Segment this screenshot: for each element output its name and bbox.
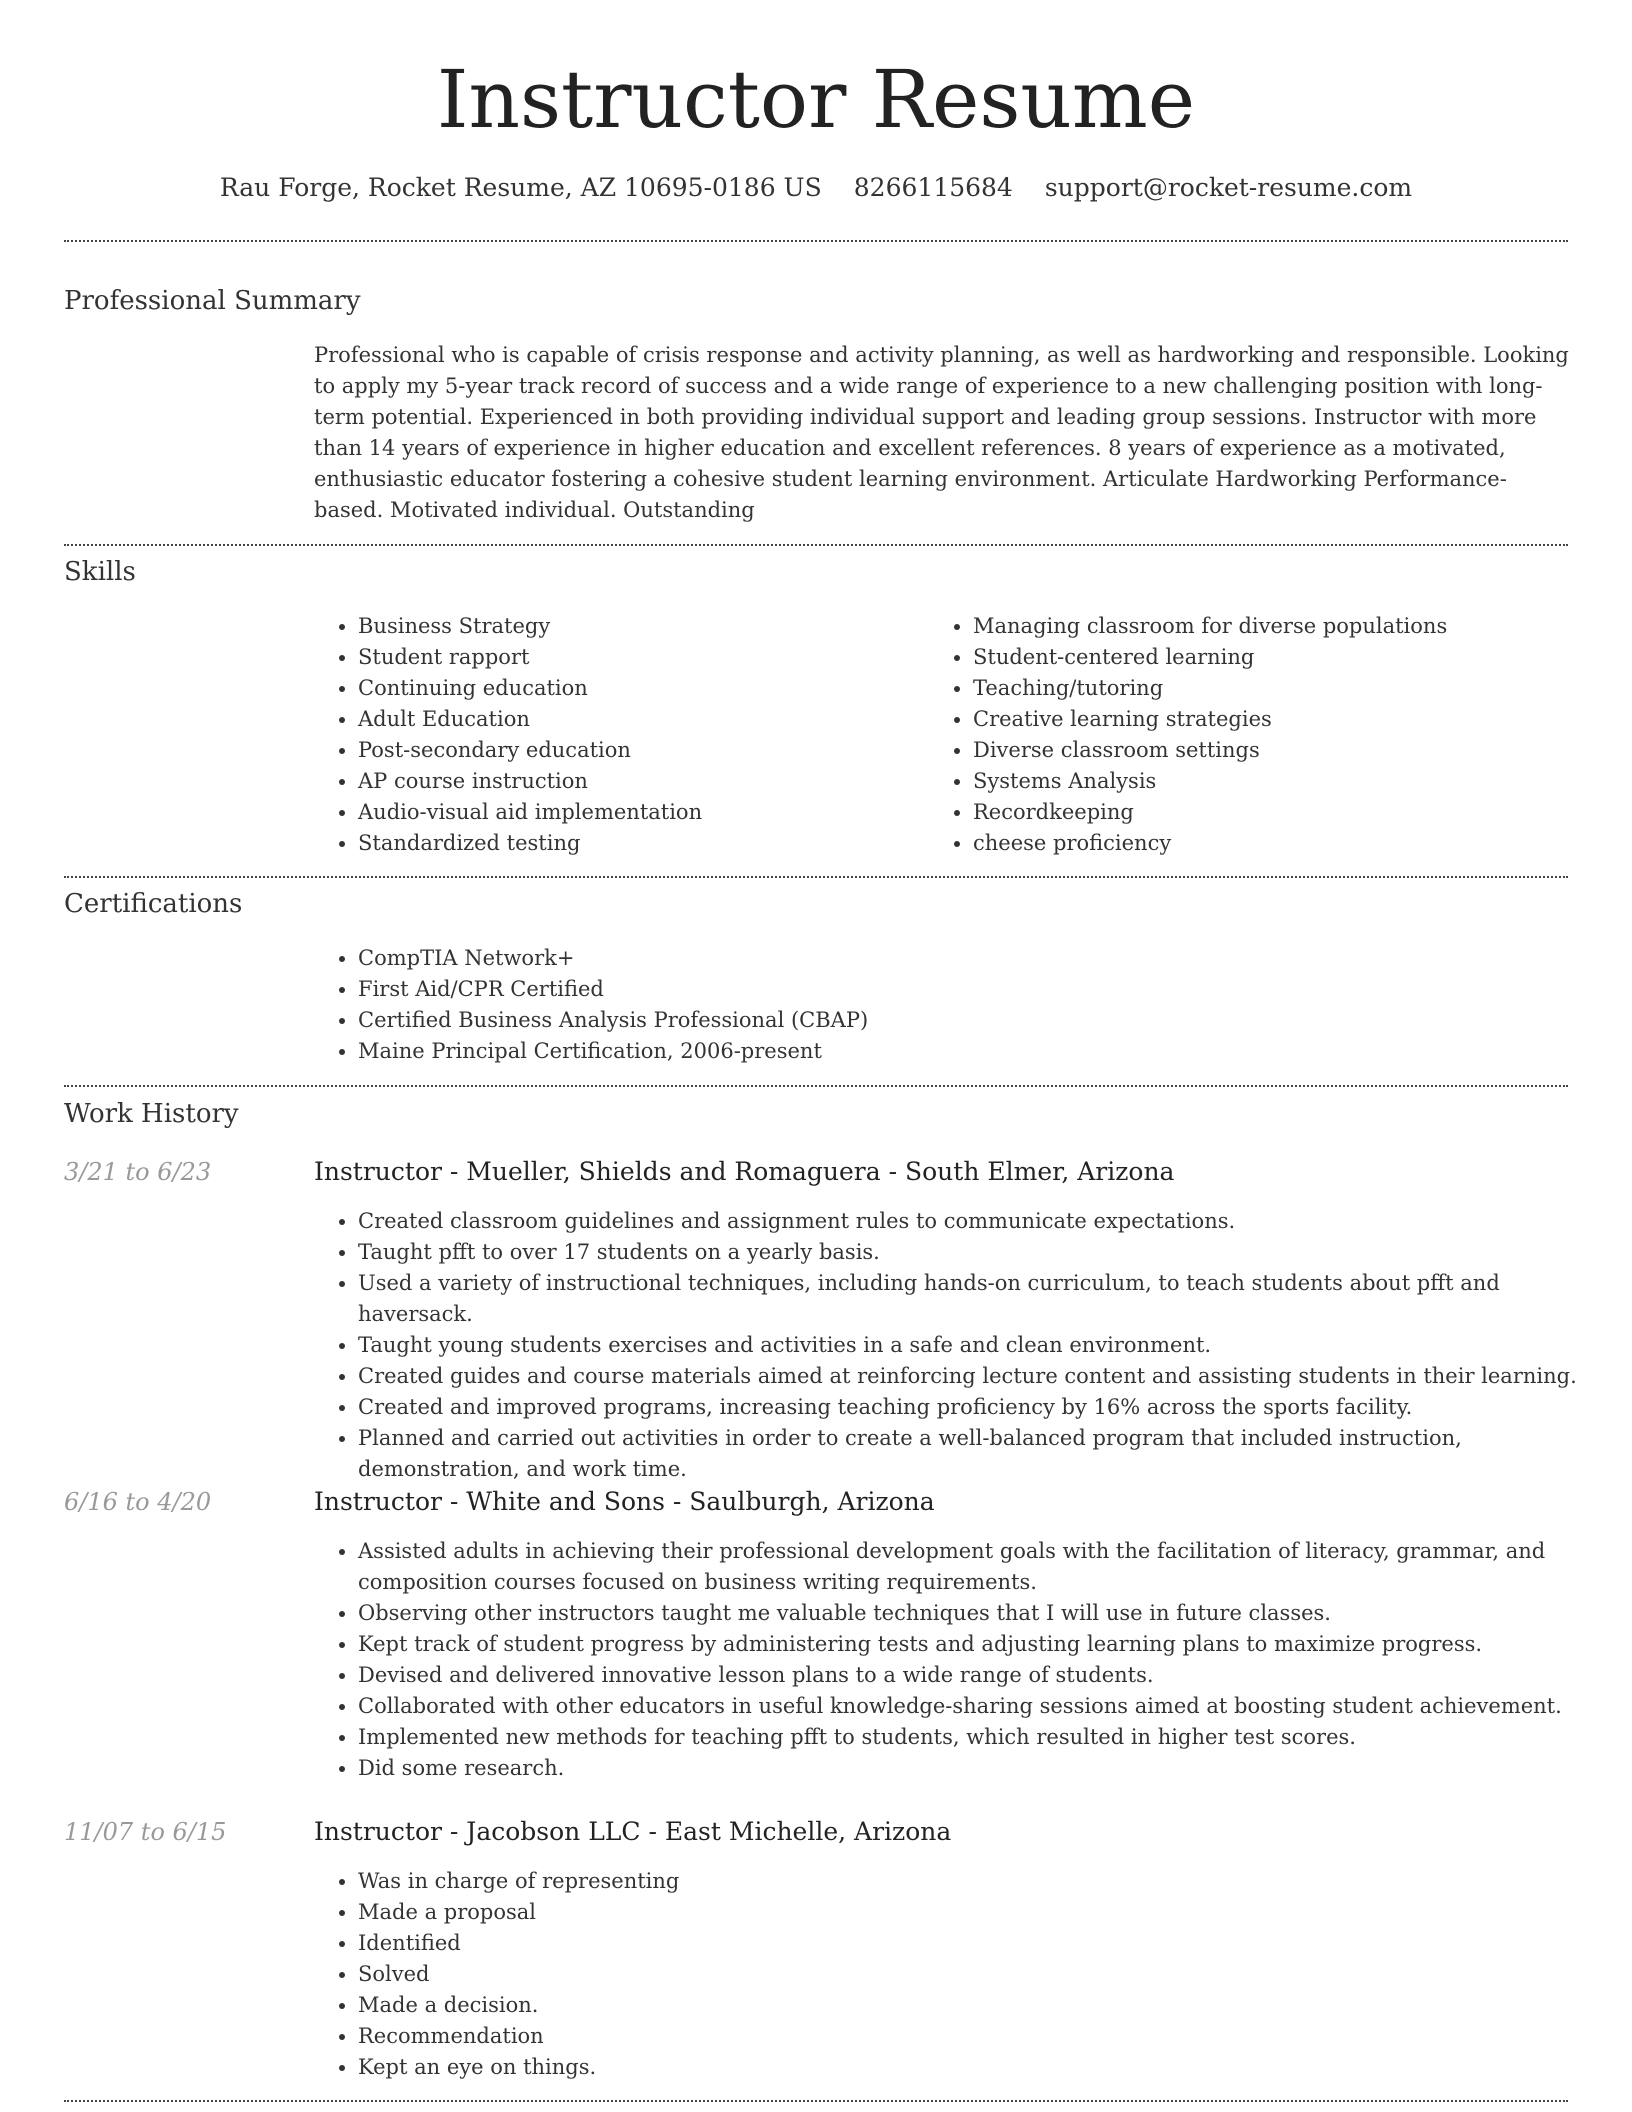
job-bullet: • Collaborated with other educators in useful knowledge-sharing sessions aimed at boosting student achievement.	[358, 1691, 1614, 1722]
job-bullet: • Taught pfft to over 17 students on a yearly basis.	[358, 1237, 1614, 1268]
divider	[64, 240, 1568, 242]
job-bullet: • Observing other instructors taught me valuable techniques that I will use in future classes.	[358, 1598, 1614, 1629]
job-dates: 3/21 to 6/23	[64, 1158, 212, 1186]
skill-item: • Diverse classroom settings	[973, 735, 1613, 766]
skill-item: • Systems Analysis	[973, 766, 1613, 797]
job-bullet: • Assisted adults in achieving their professional development goals with the facilitation of literacy, grammar, and composition courses focused on business writing requirements.	[358, 1536, 1614, 1598]
job-bullet: • Created classroom guidelines and assignment rules to communicate expectations.	[358, 1206, 1614, 1237]
job-bullets	[314, 1866, 1614, 2083]
skill-item: • Creative learning strategies	[973, 704, 1613, 735]
skill-item: • Recordkeeping	[973, 797, 1613, 828]
skill-item: • Audio-visual aid implementation	[358, 797, 918, 828]
skills-list-left	[314, 611, 918, 859]
certifications-list	[314, 943, 1614, 1067]
job-bullet: • Devised and delivered innovative lesson plans to a wide range of students.	[358, 1660, 1614, 1691]
section-title-certifications: Certifications	[64, 889, 243, 919]
job-bullet: • Used a variety of instructional techniques, including hands-on curriculum, to teach students about pfft and haversack.	[358, 1268, 1614, 1330]
contact-address: Rau Forge, Rocket Resume, AZ 10695-0186 US	[219, 173, 822, 202]
section-title-skills: Skills	[64, 557, 136, 587]
skill-item: • Student rapport	[358, 642, 918, 673]
skill-item: • Business Strategy	[358, 611, 918, 642]
contact-email: support@rocket-resume.com	[1044, 173, 1413, 202]
job-dates: 6/16 to 4/20	[64, 1488, 212, 1516]
job-bullets	[314, 1206, 1614, 1485]
job-bullet: • Kept an eye on things.	[358, 2052, 1614, 2083]
certification-item: • CompTIA Network+	[358, 943, 1614, 974]
job-bullet: • Made a decision.	[358, 1990, 1614, 2021]
contact-phone: 8266115684	[853, 173, 1013, 202]
divider	[64, 2100, 1568, 2102]
job-bullets	[314, 1536, 1614, 1784]
job-bullet: • Created and improved programs, increasing teaching proficiency by 16% across the sports facility.	[358, 1392, 1614, 1423]
certification-item: • Certified Business Analysis Professional (CBAP)	[358, 1005, 1614, 1036]
skill-item: • Managing classroom for diverse populations	[973, 611, 1613, 642]
skills-list-right	[929, 611, 1613, 859]
divider	[64, 876, 1568, 878]
job-bullet: • Planned and carried out activities in order to create a well-balanced program that included instruction, demonstration, and work time.	[358, 1423, 1614, 1485]
section-title-summary: Professional Summary	[64, 286, 361, 316]
skill-item: • cheese proficiency	[973, 828, 1613, 859]
section-title-work-history: Work History	[64, 1099, 239, 1129]
job-bullet: • Kept track of student progress by administering tests and adjusting learning plans to maximize progress.	[358, 1629, 1614, 1660]
job-heading: Instructor - Mueller, Shields and Romaguera - South Elmer, Arizona	[314, 1157, 1175, 1186]
job-bullet: • Made a proposal	[358, 1897, 1614, 1928]
job-bullet: • Did some research.	[358, 1753, 1614, 1784]
summary-text: Professional who is capable of crisis response and activity planning, as well as hardworking and responsible. Looking to apply my 5-year track record of success and a wide range of experience to a new challenging position with long-term potential. Experienced in both providing individual support and leading group sessions. Instructor with more than 14 years of experience in higher education and excellent references. 8 years of experience as a motivated, enthusiastic educator fostering a cohesive student learning environment. Articulate Hardworking Performance-based. Motivated individual. Outstanding	[314, 343, 1569, 522]
job-bullet: • Identified	[358, 1928, 1614, 1959]
skill-item: • Teaching/tutoring	[973, 673, 1613, 704]
certification-item: • Maine Principal Certification, 2006-present	[358, 1036, 1614, 1067]
job-bullet: • Implemented new methods for teaching pfft to students, which resulted in higher test scores.	[358, 1722, 1614, 1753]
job-bullet: • Solved	[358, 1959, 1614, 1990]
skill-item: • Student-centered learning	[973, 642, 1613, 673]
skill-item: • AP course instruction	[358, 766, 918, 797]
skill-item: • Standardized testing	[358, 828, 918, 859]
resume-title: Instructor Resume	[436, 53, 1196, 146]
job-dates: 11/07 to 6/15	[64, 1818, 227, 1846]
divider	[64, 544, 1568, 546]
job-bullet: • Taught young students exercises and activities in a safe and clean environment.	[358, 1330, 1614, 1361]
skill-item: • Post-secondary education	[358, 735, 918, 766]
certification-item: • First Aid/CPR Certified	[358, 974, 1614, 1005]
job-heading: Instructor - Jacobson LLC - East Michelle, Arizona	[314, 1817, 952, 1846]
job-heading: Instructor - White and Sons - Saulburgh, Arizona	[314, 1487, 935, 1516]
skill-item: • Continuing education	[358, 673, 918, 704]
job-bullet: • Recommendation	[358, 2021, 1614, 2052]
contact-line	[0, 170, 1632, 206]
job-bullet: • Was in charge of representing	[358, 1866, 1614, 1897]
job-bullet: • Created guides and course materials aimed at reinforcing lecture content and assisting students in their learning.	[358, 1361, 1614, 1392]
divider	[64, 1085, 1568, 1087]
skill-item: • Adult Education	[358, 704, 918, 735]
